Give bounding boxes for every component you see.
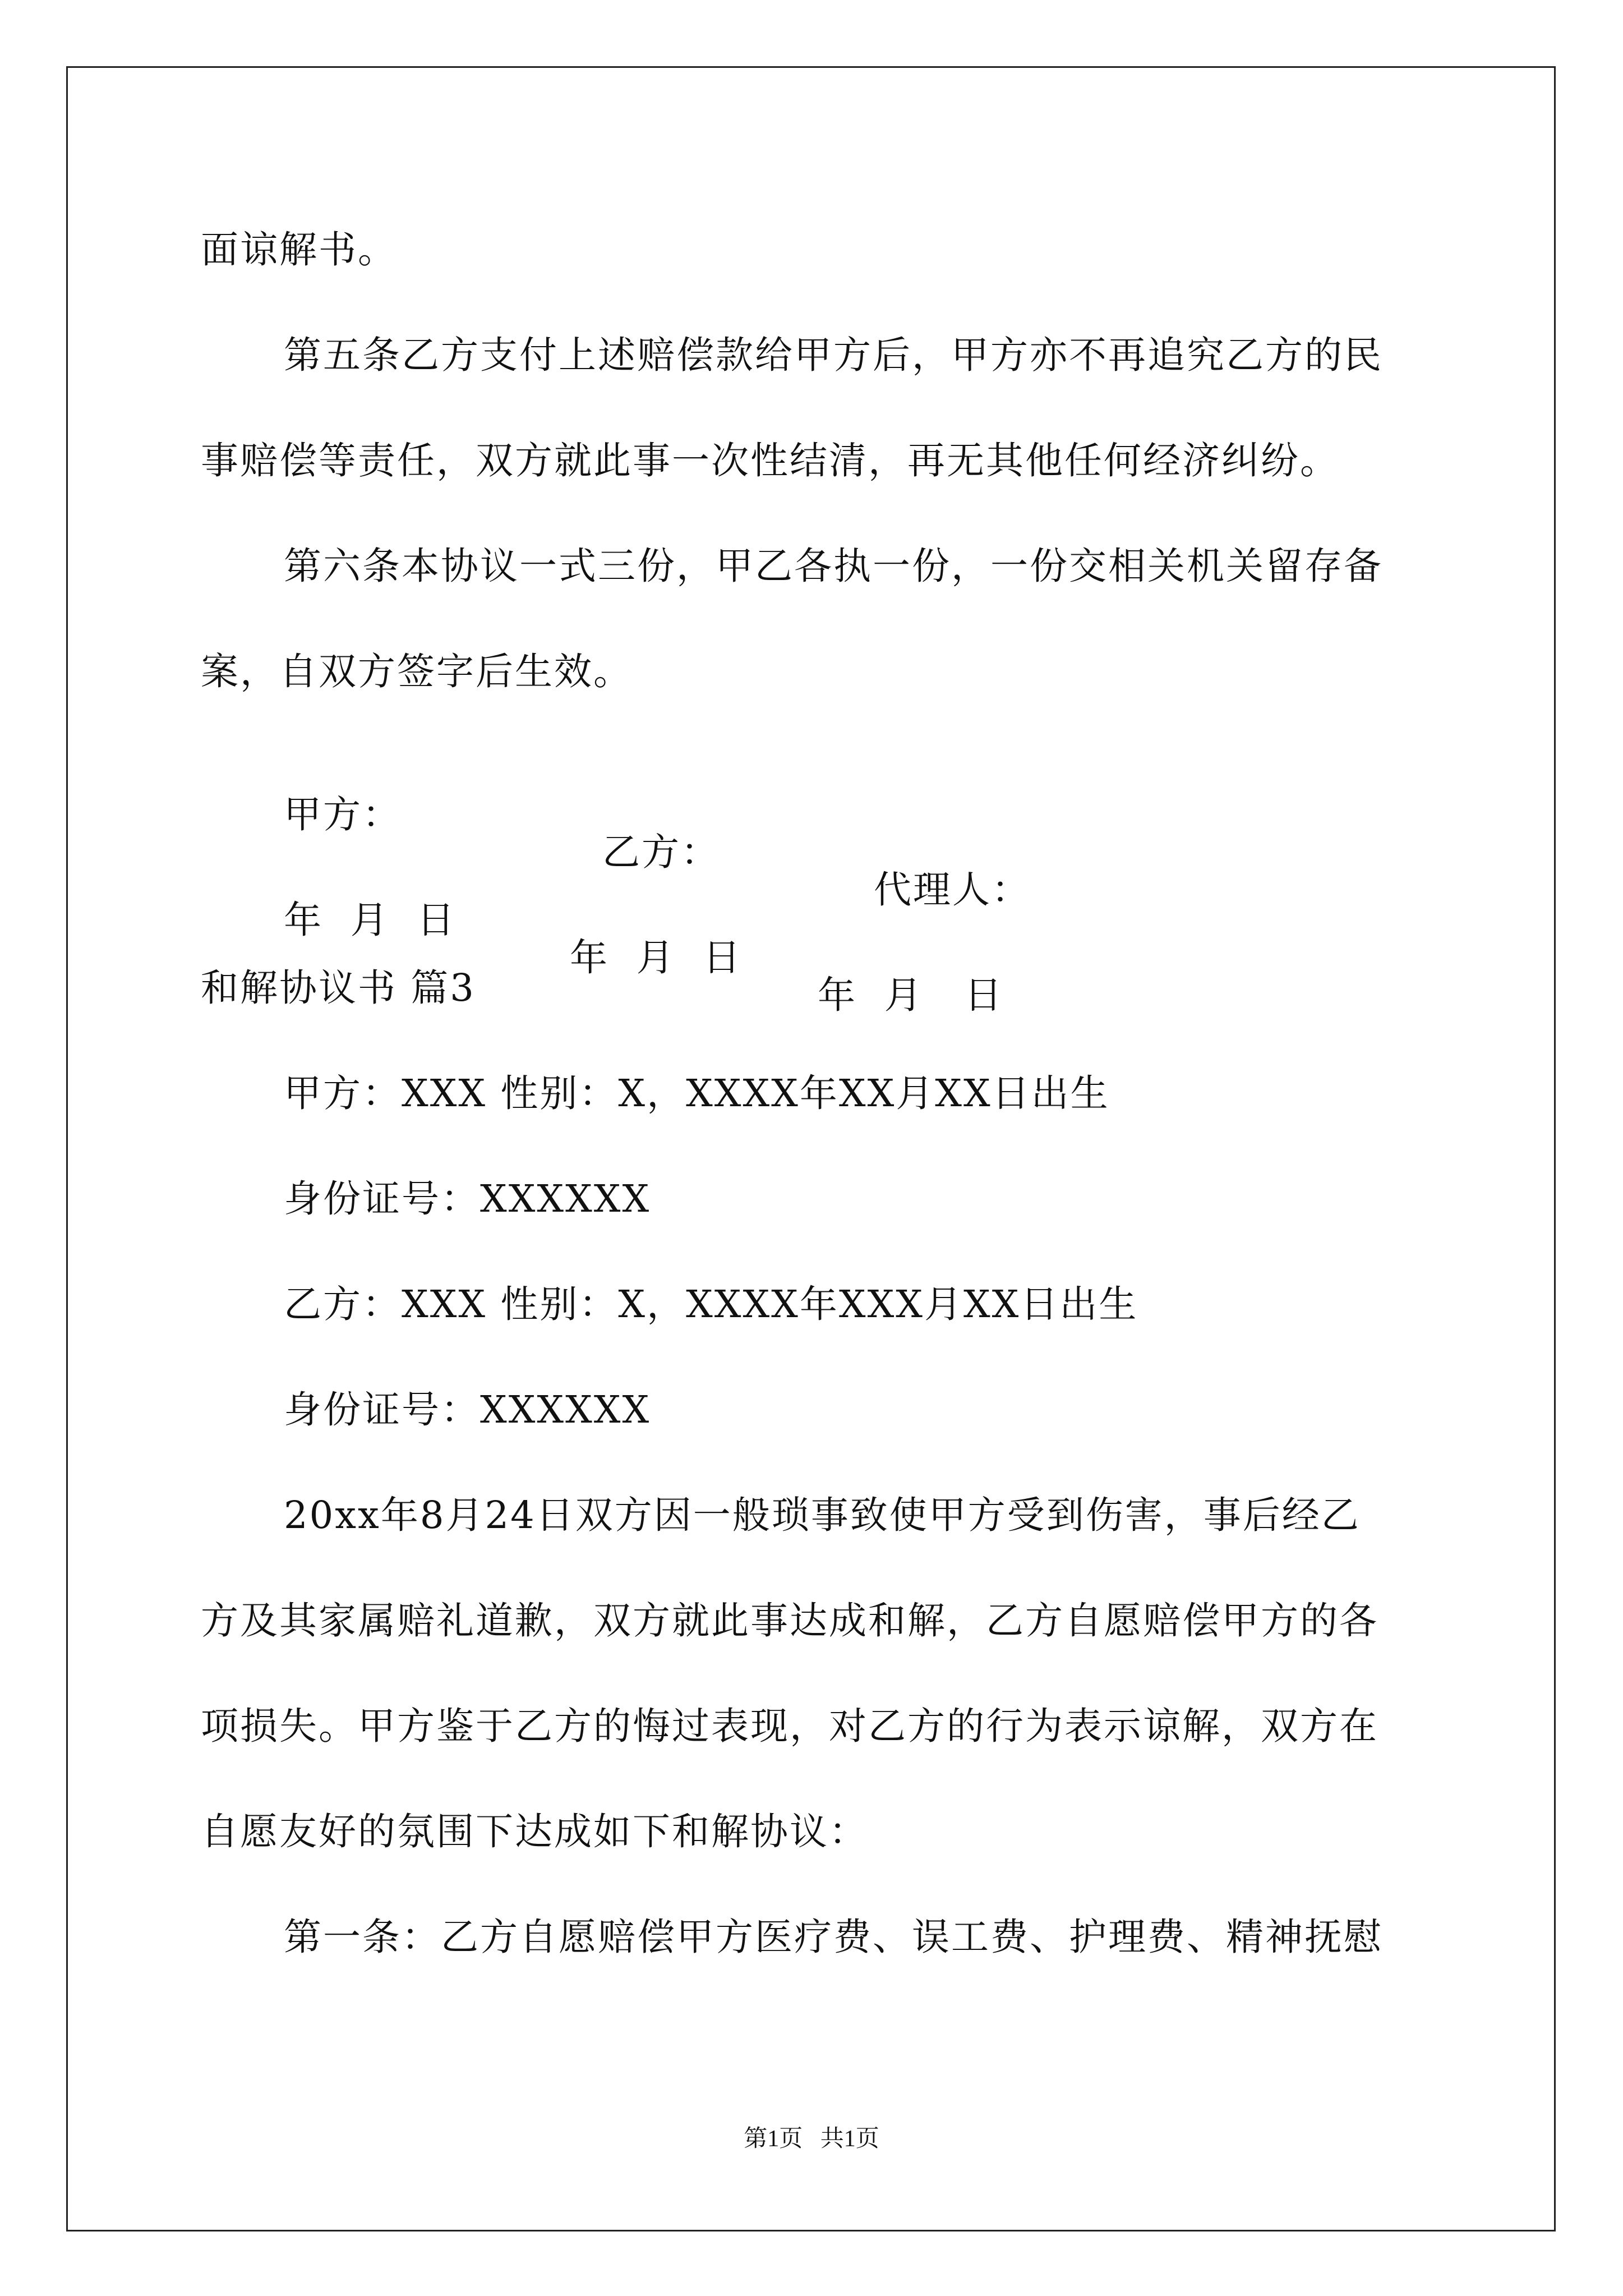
page-border: [66, 66, 1556, 2231]
article-5-line-1: 第五条乙方支付上述赔偿款给甲方后，甲方亦不再追究乙方的民: [284, 333, 1383, 377]
party-b-id: 身份证号：XXXXXX: [284, 1388, 651, 1432]
party-b-info: 乙方：XXX 性别：X，XXXX年XXX月XX日出生: [284, 1282, 1138, 1326]
facts-line-2: 方及其家属赔礼道歉，双方就此事达成和解，乙方自愿赔偿甲方的各: [201, 1599, 1378, 1642]
article-5-line-2: 事赔偿等责任，双方就此事一次性结清，再无其他任何经济纠纷。: [201, 439, 1339, 482]
date-party-b: 年 月 日: [570, 936, 743, 979]
section-title: 和解协议书 篇3: [201, 966, 476, 1010]
date-agent: 年 月 日: [818, 973, 1004, 1017]
signature-party-a: 甲方：: [284, 793, 402, 836]
facts-line-1: 20xx年8月24日双方因一般琐事致使甲方受到伤害，事后经乙: [284, 1493, 1361, 1537]
page-footer: 第1页 共1页: [744, 2126, 879, 2152]
article-1-line-1: 第一条：乙方自愿赔偿甲方医疗费、误工费、护理费、精神抚慰: [284, 1915, 1383, 1959]
paragraph-continuation: 面谅解书。: [201, 228, 397, 272]
facts-line-3: 项损失。甲方鉴于乙方的悔过表现，对乙方的行为表示谅解，双方在: [201, 1704, 1378, 1748]
article-6-line-2: 案，自双方签字后生效。: [201, 650, 633, 693]
facts-line-4: 自愿友好的氛围下达成如下和解协议：: [201, 1810, 868, 1853]
article-6-line-1: 第六条本协议一式三份，甲乙各执一份，一份交相关机关留存备: [284, 544, 1383, 588]
party-a-id: 身份证号：XXXXXX: [284, 1177, 651, 1221]
date-party-a: 年 月 日: [284, 898, 457, 942]
signature-party-b: 乙方：: [602, 830, 720, 874]
party-a-info: 甲方：XXX 性别：X，XXXX年XX月XX日出生: [284, 1071, 1110, 1115]
signature-agent: 代理人：: [874, 868, 1031, 912]
date-row: [201, 864, 1435, 1052]
